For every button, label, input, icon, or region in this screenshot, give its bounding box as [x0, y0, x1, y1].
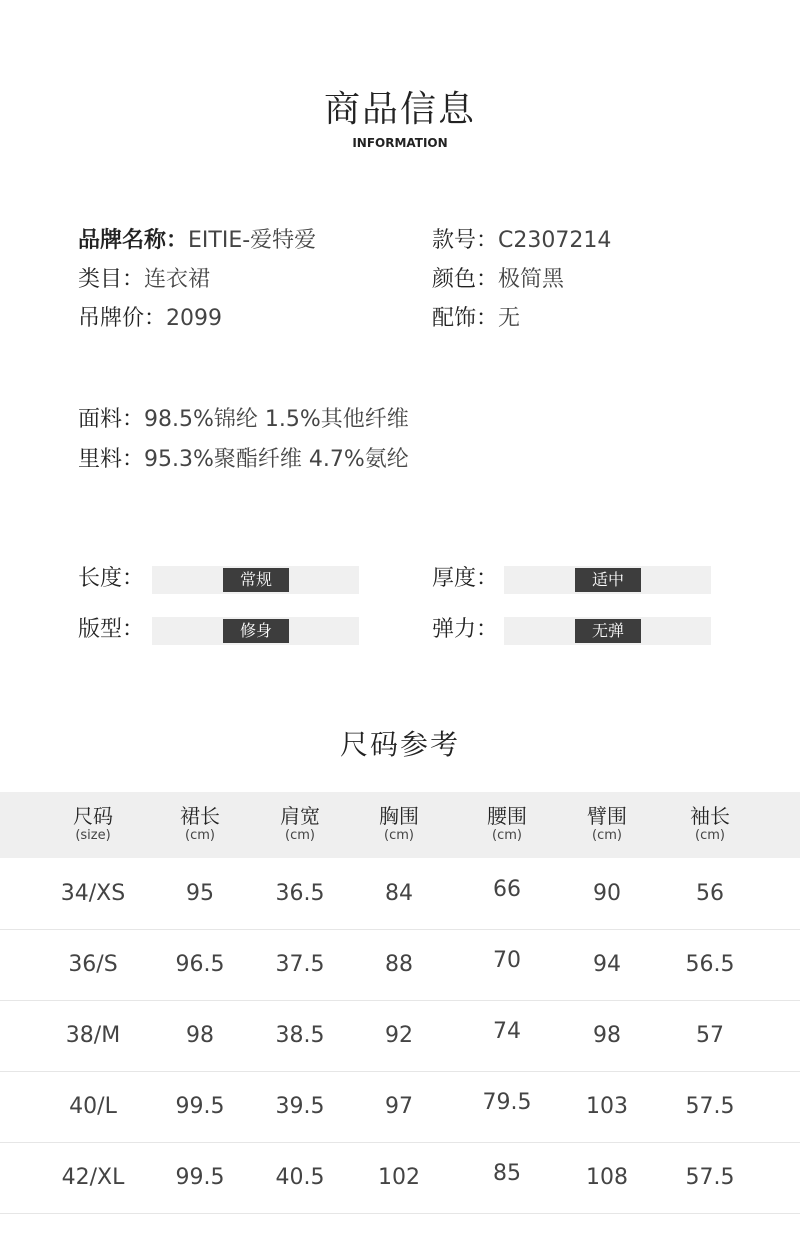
table-cell: 88: [385, 952, 413, 977]
lining-row: [78, 445, 409, 475]
style-no-value: C2307214: [498, 228, 612, 253]
style-no-label: 款号：: [432, 228, 499, 253]
table-cell: 103: [586, 1094, 628, 1119]
brand-row: [78, 226, 316, 256]
table-cell: 38.5: [275, 1023, 325, 1048]
table-cell: 37.5: [275, 952, 325, 977]
header-arm: [587, 804, 627, 844]
length-scale: [152, 566, 359, 594]
table-cell: 56.5: [685, 952, 735, 977]
length-marker: 常规: [223, 568, 289, 592]
table-cell: 57.5: [685, 1094, 735, 1119]
header-size-unit: (size): [75, 828, 111, 843]
page-subtitle: INFORMATION: [352, 136, 448, 150]
header-sleeve-name: 袖长: [690, 804, 730, 828]
size-table-header: [0, 792, 800, 858]
header-shoulder: [280, 804, 320, 844]
table-cell: 108: [586, 1165, 628, 1190]
table-cell: 97: [385, 1094, 413, 1119]
table-cell: 79.5: [482, 1090, 532, 1115]
elasticity-scale: [504, 617, 711, 645]
header-arm-unit: (cm): [592, 828, 622, 843]
table-cell: 95: [186, 881, 214, 906]
table-cell: 38/M: [65, 1023, 121, 1048]
table-cell: 84: [385, 881, 413, 906]
table-cell: 42/XL: [61, 1165, 125, 1190]
table-cell: 99.5: [175, 1094, 225, 1119]
table-cell: 96.5: [175, 952, 225, 977]
header-sleeve: [690, 804, 730, 844]
fit-label: 版型：: [78, 617, 145, 642]
price-row: [78, 304, 222, 334]
thickness-label: 厚度：: [432, 566, 499, 591]
table-cell: 40/L: [69, 1094, 117, 1119]
table-cell: 40.5: [275, 1165, 325, 1190]
fit-scale: [152, 617, 359, 645]
accessory-label: 配饰：: [432, 306, 499, 331]
color-row: [432, 265, 564, 295]
lining-label: 里料：: [78, 447, 145, 472]
table-cell: 66: [493, 877, 521, 902]
color-value: 极简黑: [498, 267, 565, 292]
header-dress-length-unit: (cm): [185, 828, 215, 843]
table-cell: 102: [378, 1165, 420, 1190]
elasticity-marker: 无弹: [575, 619, 641, 643]
table-row: [0, 1142, 800, 1214]
header-bust-name: 胸围: [379, 804, 419, 828]
header-bust-unit: (cm): [384, 828, 414, 843]
header-arm-name: 臂围: [587, 804, 627, 828]
header-dress-length: [180, 804, 220, 844]
category-value: 连衣裙: [144, 267, 211, 292]
fabric-label: 面料：: [78, 407, 145, 432]
table-cell: 98: [186, 1023, 214, 1048]
fit-marker: 修身: [223, 619, 289, 643]
header-sleeve-unit: (cm): [695, 828, 725, 843]
table-row: [0, 858, 800, 930]
table-cell: 34/XS: [60, 881, 126, 906]
price-label: 吊牌价：: [78, 306, 167, 331]
table-cell: 85: [493, 1161, 521, 1186]
table-cell: 94: [593, 952, 621, 977]
size-chart-title: 尺码参考: [339, 728, 460, 761]
color-label: 颜色：: [432, 267, 499, 292]
table-row: [0, 929, 800, 1001]
table-cell: 36.5: [275, 881, 325, 906]
table-row: [0, 1000, 800, 1072]
header-waist-unit: (cm): [492, 828, 522, 843]
table-cell: 36/S: [68, 952, 118, 977]
header-waist-name: 腰围: [487, 804, 527, 828]
thickness-scale: [504, 566, 711, 594]
lining-value: 95.3%聚酯纤维 4.7%氨纶: [144, 447, 409, 472]
header-bust: [379, 804, 419, 844]
table-cell: 39.5: [275, 1094, 325, 1119]
style-no-row: [432, 226, 611, 256]
page-title: 商品信息: [323, 89, 476, 130]
table-cell: 74: [493, 1019, 521, 1044]
brand-label: 品牌名称：: [78, 228, 189, 253]
category-label: 类目：: [78, 267, 145, 292]
price-value: 2099: [166, 306, 223, 331]
header-size-name: 尺码: [73, 804, 113, 828]
table-row: [0, 1071, 800, 1143]
table-cell: 92: [385, 1023, 413, 1048]
table-cell: 90: [593, 881, 621, 906]
table-cell: 99.5: [175, 1165, 225, 1190]
table-cell: 56: [696, 881, 724, 906]
thickness-marker: 适中: [575, 568, 641, 592]
fabric-value: 98.5%锦纶 1.5%其他纤维: [144, 407, 409, 432]
category-row: [78, 265, 210, 295]
header-waist: [487, 804, 527, 844]
fabric-row: [78, 405, 409, 435]
table-cell: 70: [493, 948, 521, 973]
header-size: [73, 804, 113, 844]
accessory-row: [432, 304, 520, 334]
accessory-value: 无: [498, 306, 521, 331]
elasticity-label: 弹力：: [432, 617, 499, 642]
length-label: 长度：: [78, 566, 145, 591]
header-shoulder-name: 肩宽: [280, 804, 320, 828]
table-cell: 57: [696, 1023, 724, 1048]
table-cell: 57.5: [685, 1165, 735, 1190]
header-shoulder-unit: (cm): [285, 828, 315, 843]
header-dress-length-name: 裙长: [180, 804, 220, 828]
table-cell: 98: [593, 1023, 621, 1048]
brand-value: EITIE-爱特爱: [188, 228, 317, 253]
